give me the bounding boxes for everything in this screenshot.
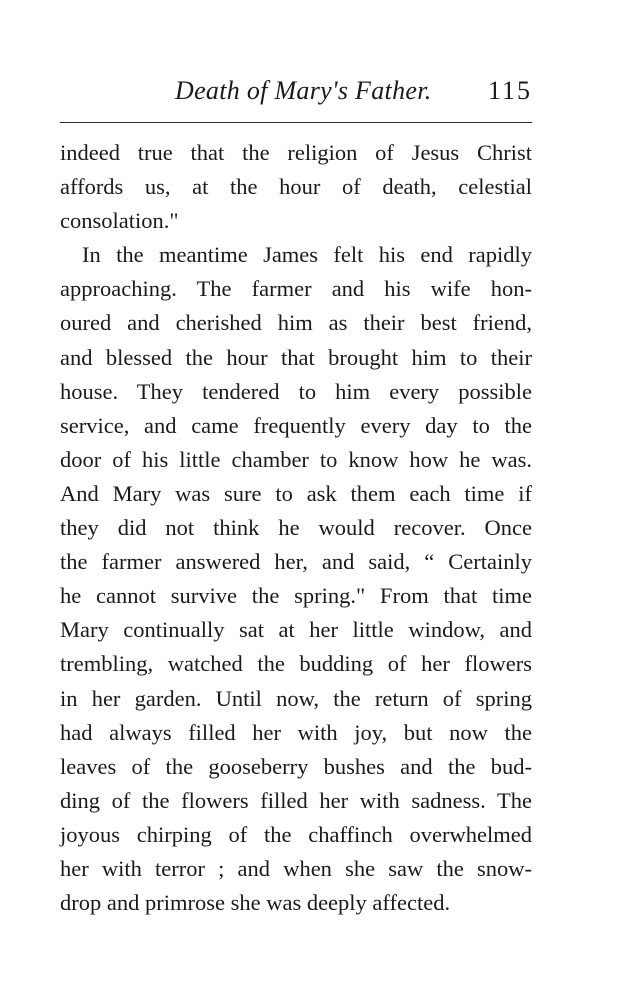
text-line: drop and primrose she was deeply affected. — [60, 890, 451, 916]
text-line: consolation." — [60, 208, 179, 234]
text-line: joyous chirping of the chaffinch overwhelmed — [60, 821, 532, 847]
text-line: they did not think he would recover. Once — [60, 515, 532, 541]
text-line: Mary continually sat at her little window, and — [60, 617, 532, 643]
running-head — [60, 76, 532, 110]
running-title: Death of Mary's Father. — [175, 76, 432, 105]
text-line: in her garden. Until now, the return of spring — [60, 685, 532, 711]
text-line: And Mary was sure to ask them each time if — [60, 480, 532, 506]
text-line: leaves of the gooseberry bushes and the bud- — [60, 753, 532, 779]
text-line: service, and came frequently every day to the — [60, 412, 532, 438]
text-line: ding of the flowers filled her with sadness. The — [60, 787, 532, 813]
text-line: and blessed the hour that brought him to their — [60, 344, 532, 370]
text-line: house. They tendered to him every possible — [60, 378, 532, 404]
text-line: indeed true that the religion of Jesus Christ — [60, 140, 532, 165]
text-line: approaching. The farmer and his wife hon- — [60, 276, 532, 302]
text-line: trembling, watched the budding of her flowers — [60, 651, 532, 677]
text-line: oured and cherished him as their best friend, — [60, 310, 532, 336]
page-number: 115 — [487, 76, 532, 105]
text-line: In the meantime James felt his end rapidly — [82, 242, 532, 268]
text-line: he cannot survive the spring." From that time — [60, 583, 532, 609]
text-line: affords us, at the hour of death, celestial — [60, 174, 532, 200]
text-line: the farmer answered her, and said, “ Certainly — [60, 549, 532, 575]
body-text — [60, 136, 532, 920]
text-line: door of his little chamber to know how he was. — [60, 446, 532, 472]
text-line: her with terror ; and when she saw the snow- — [60, 855, 532, 881]
header-rule — [60, 122, 532, 123]
text-line: had always filled her with joy, but now the — [60, 719, 532, 745]
